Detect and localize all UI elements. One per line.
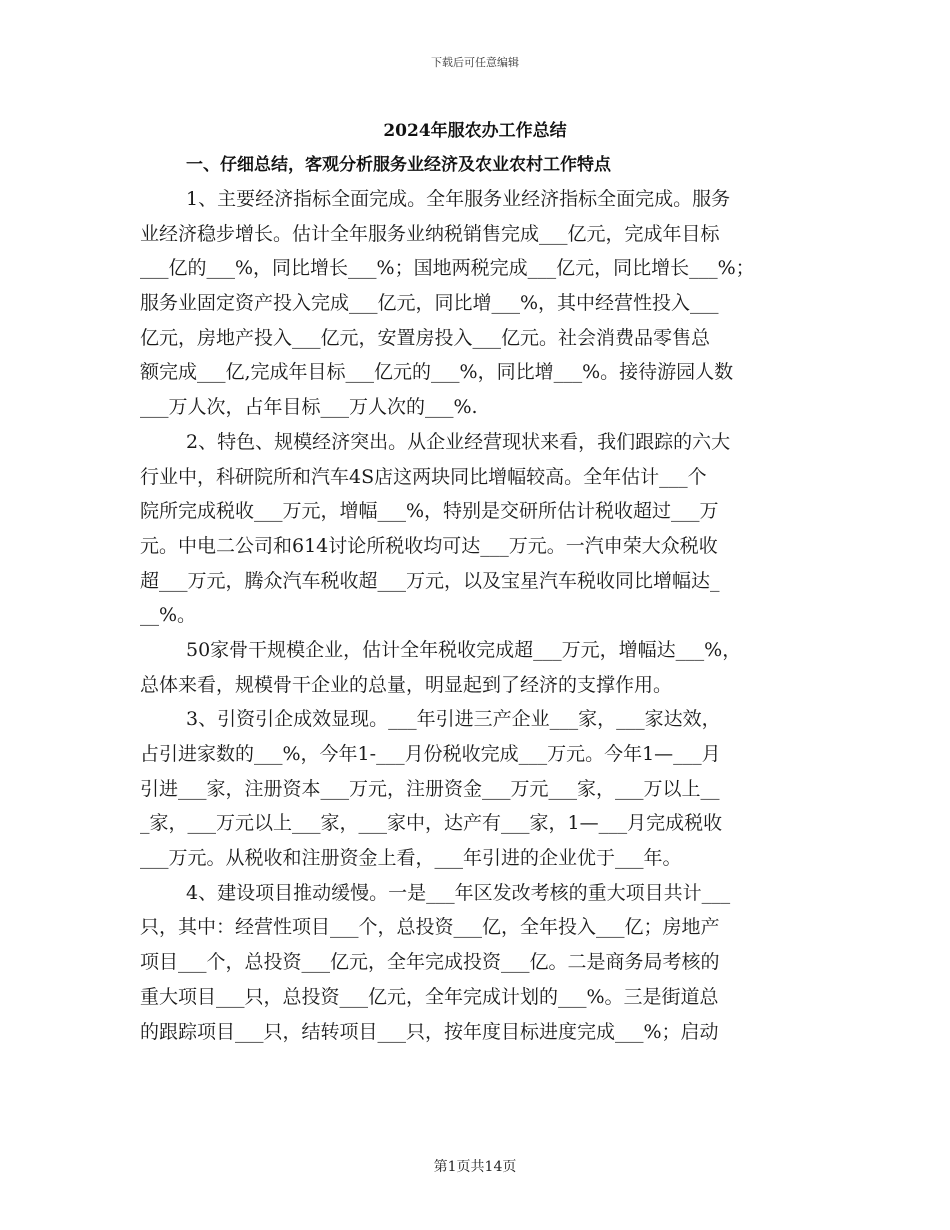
paragraph-line: 额完成___亿,完成年目标___亿元的___%，同比增___%。接待游园人数 — [140, 361, 734, 384]
paragraph-line: 项目___个，总投资___亿元，全年完成投资___亿。二是商务局考核的 — [140, 951, 720, 974]
paragraph-line: 3、引资引企成效显现。___年引进三产企业___家，___家达效， — [186, 708, 721, 731]
paragraph-line: 超___万元，腾众汽车税收超___万元，以及宝星汽车税收同比增幅达_ — [140, 569, 720, 592]
document-title: 2024年服农办工作总结 — [383, 121, 567, 141]
paragraph-line: 行业中，科研院所和汽车4S店这两块同比增幅较高。全年估计___个 — [140, 465, 707, 488]
paragraph-line: 50家骨干规模企业，估计全年税收完成超___万元，增幅达___%， — [186, 638, 742, 661]
paragraph-line: ___亿的___%，同比增长___%；国地两税完成___亿元，同比增长___%； — [140, 257, 755, 280]
paragraph-line: 总体来看，规模骨干企业的总量，明显起到了经济的支撑作用。 — [140, 673, 673, 696]
section-heading: 一、仔细总结，客观分析服务业经济及农业农村工作特点 — [186, 155, 611, 175]
body-text — [140, 182, 810, 1049]
paragraph-line: 服务业固定资产投入完成___亿元，同比增___%，其中经营性投入___ — [140, 292, 719, 315]
paragraph-line: __%。 — [140, 604, 197, 627]
paragraph-line: 重大项目___只，总投资___亿元，全年完成计划的___%。三是街道总 — [140, 985, 719, 1008]
paragraph-line: 1、主要经济指标全面完成。全年服务业经济指标全面完成。服务 — [186, 188, 731, 210]
paragraph-line: 2、特色、规模经济突出。从企业经营现状来看，我们跟踪的六大 — [186, 430, 731, 453]
paragraph-line: ___万人次，占年目标___万人次的___%. — [140, 396, 478, 419]
paragraph-line: 的跟踪项目___只，结转项目___只，按年度目标进度完成___%；启动 — [140, 1020, 719, 1043]
paragraph-line: 院所完成税收___万元，增幅___%，特别是交研所估计税收超过___万 — [140, 500, 719, 523]
page-number: 第1页共14页 — [433, 1159, 517, 1175]
paragraph-line: 业经济稳步增长。估计全年服务业纳税销售完成___亿元，完成年目标 — [140, 222, 720, 245]
paragraph-line: 4、建设项目推动缓慢。一是___年区发改考核的重大项目共计___ — [186, 881, 731, 904]
header-note: 下载后可任意编辑 — [431, 56, 519, 69]
paragraph-line: 亿元，房地产投入___亿元，安置房投入___亿元。社会消费品零售总 — [140, 326, 711, 349]
paragraph-line: 元。中电二公司和614讨论所税收均可达___万元。一汽申荣大众税收 — [140, 534, 718, 557]
paragraph-line: ___万元。从税收和注册资金上看，___年引进的企业优于___年。 — [140, 847, 682, 870]
paragraph-line: 占引进家数的___%，今年1-___月份税收完成___万元。今年1—___月 — [140, 743, 721, 765]
paragraph-line: _家，___万元以上___家，___家中，达产有___家，1—___月完成税收 — [140, 812, 723, 835]
paragraph-line: 只，其中：经营性项目___个，总投资___亿，全年投入___亿；房地产 — [140, 916, 720, 939]
paragraph-line: 引进___家，注册资本___万元，注册资金___万元___家，___万以上__ — [140, 777, 720, 800]
